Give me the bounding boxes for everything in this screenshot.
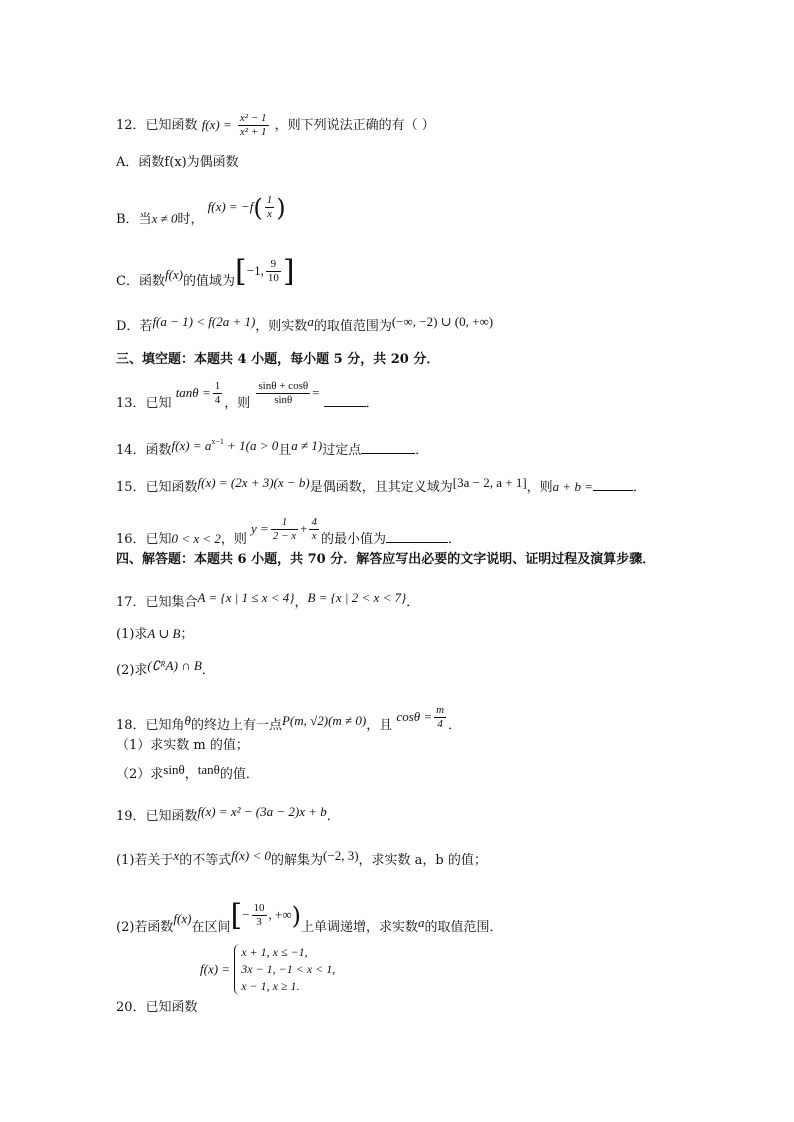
q12-option-c-prefix: C．函数 xyxy=(116,274,165,289)
q16-frac2 xyxy=(309,516,319,543)
q20-case-1: x + 1, x ≤ −1, xyxy=(241,945,308,959)
q18 xyxy=(116,704,462,739)
q14-formula-base: f(x) = a xyxy=(171,438,212,453)
q15-mid: 是偶函数，且其定义域为 xyxy=(309,480,453,495)
q19 xyxy=(116,804,340,825)
q19-p1-mid2: 的解集为 xyxy=(271,853,324,868)
q19-p1-end: ，求实数 a，b 的值； xyxy=(358,853,487,868)
q12-option-c-range-num: 9 xyxy=(266,258,281,272)
q13-answer-blank[interactable] xyxy=(324,394,366,407)
q17-set-b: B = {x | 2 < x < 7} xyxy=(307,590,407,605)
q18-mid: 的终边上有一点 xyxy=(190,718,282,733)
q12-option-b: B．当x ≠ 0时， f(x) = −f( $\frac{1}{x}$ ) xyxy=(116,193,286,227)
q20-lhs: f(x) = xyxy=(200,961,231,977)
q18-mid2: ，且 xyxy=(366,718,393,733)
q19-p2-num: 10 xyxy=(253,902,265,914)
q17-p2-expr: (∁ᴿA) ∩ B xyxy=(147,658,202,673)
q12-formula-num: x² − 1 xyxy=(239,112,267,124)
q18-p2-sep: ， xyxy=(184,767,198,782)
q15-end: ． xyxy=(632,480,646,495)
q20-piecewise xyxy=(200,944,335,995)
section-3-heading: 三、填空题：本题共 4 小题，每小题 5 分，共 20 分． xyxy=(116,352,440,367)
q12-option-d-range: (−∞, −2) ∪ (0, +∞) xyxy=(391,314,494,329)
q15 xyxy=(116,475,646,496)
q14-formula xyxy=(172,438,279,453)
q18-cos-den: 4 xyxy=(437,718,443,730)
q14-end: ． xyxy=(415,443,429,458)
q19-p2-fx: f(x) xyxy=(173,911,192,926)
q12-option-b-cond: x ≠ 0 xyxy=(151,211,178,226)
q12-option-d xyxy=(116,314,494,335)
q16-prefix: 16．已知 xyxy=(116,532,172,547)
q13-tan-lhs: tanθ = xyxy=(175,385,211,400)
q13-end: ． xyxy=(365,396,379,411)
q18-part2 xyxy=(116,762,259,783)
q17-part1 xyxy=(116,626,193,643)
q18-cos-frac xyxy=(434,704,446,731)
q19-p2-end: 的取值范围． xyxy=(424,920,503,935)
q12-option-a-text: A．函数f(x)为偶函数 xyxy=(116,155,239,170)
q18-p2-end: 的值． xyxy=(219,767,259,782)
q13-tan-den: 4 xyxy=(214,394,221,406)
q17-p1-prefix: (1)求 xyxy=(116,627,148,642)
q14-mid: 且 xyxy=(278,443,292,458)
q13-mid: ，则 xyxy=(224,396,251,411)
q12-option-c-fx: f(x) xyxy=(164,267,183,282)
q12-option-b-den: x xyxy=(267,208,272,220)
q16-cond: 0 < x < 2 xyxy=(171,531,221,546)
q16-end: ． xyxy=(448,532,462,547)
q17-p1-expr: A ∪ B xyxy=(147,626,181,641)
q16-mid: ，则 xyxy=(220,532,247,547)
q19-part2: (2)若函数f(x)在区间[− $\frac{10}{3}$ , +∞)上单调递增，求实数a的取值范围． xyxy=(116,897,503,935)
q19-p2-var: a xyxy=(418,915,425,930)
q19-p1-var: x xyxy=(173,848,180,863)
q13-eq: = xyxy=(312,385,320,400)
q19-p1-set: (−2, 3) xyxy=(323,848,359,863)
q12-option-d-ineq: f(a − 1) < f(2a + 1) xyxy=(152,314,256,329)
q18-p2-sin: sinθ xyxy=(163,762,185,777)
q14 xyxy=(116,438,428,459)
q17-p2-prefix: (2)求 xyxy=(116,663,148,678)
q19-p2-frac xyxy=(252,902,267,929)
q12-option-c-mid: 的值域为 xyxy=(183,274,236,289)
q17-prefix: 17．已知集合 xyxy=(116,595,198,610)
q15-mid2: ，则 xyxy=(526,480,553,495)
q15-domain: [3a − 2, a + 1] xyxy=(452,475,527,490)
q18-prefix: 18．已知角 xyxy=(116,718,185,733)
q12-suffix: ，则下列说法正确的有（ ） xyxy=(274,118,435,133)
q17-part2 xyxy=(116,658,215,679)
q19-end: ． xyxy=(326,809,340,824)
q14-cond2: a ≠ 1) xyxy=(291,438,323,453)
q12-option-c: C．函数f(x)的值域为[−1, $\frac{9}{10}$ ] xyxy=(116,253,295,289)
q14-formula-tail: + 1(a > 0 xyxy=(223,438,279,453)
q19-prefix: 19．已知函数 xyxy=(116,809,198,824)
q18-cos-lhs: cosθ = xyxy=(396,709,433,724)
q16-frac1-den: 2 − x xyxy=(272,530,297,542)
q17-end: ． xyxy=(406,595,420,610)
q15-formula: f(x) = (2x + 3)(x − b) xyxy=(197,475,310,490)
q12-option-b-mid: 时， xyxy=(177,212,204,227)
q20-case-3: x − 1, x ≥ 1. xyxy=(241,979,300,993)
q12-option-b-formula: f(x) = −f xyxy=(207,199,254,214)
q17-sep: ， xyxy=(294,595,308,610)
q19-p1-prefix: (1)若关于 xyxy=(116,853,174,868)
q12-prefix: 12．已知函数 xyxy=(116,118,198,133)
q12-formula-frac xyxy=(238,112,269,139)
q13-expr-den: sinθ xyxy=(274,394,293,406)
q13-tan-frac xyxy=(213,380,223,407)
q12-option-a xyxy=(116,155,239,171)
q16-suffix: 的最小值为 xyxy=(320,532,386,547)
q12-option-c-range-frac xyxy=(266,258,281,285)
q16-answer-blank[interactable] xyxy=(386,530,448,543)
q20-prefix: 20．已知函数 xyxy=(116,1000,198,1015)
q19-p2-den: 3 xyxy=(256,916,262,928)
q15-prefix: 15．已知函数 xyxy=(116,480,198,495)
q12-formula-den: x² + 1 xyxy=(239,126,267,138)
q16-plus: + xyxy=(300,521,308,536)
q20 xyxy=(116,1000,198,1016)
q19-formula: f(x) = x² − (3a − 2)x + b xyxy=(197,804,327,819)
section-4-heading: 四、解答题：本题共 6 小题，共 70 分．解答应写出必要的文字说明、证明过程及演算步骤． xyxy=(116,552,656,567)
q17-p2-end: ． xyxy=(201,663,215,678)
q18-theta: θ xyxy=(184,713,191,728)
q17-set-a: A = {x | 1 ≤ x < 4} xyxy=(197,590,295,605)
q16-frac1 xyxy=(271,516,298,543)
q12-option-b-prefix: B．当 xyxy=(116,212,152,227)
q19-p2-prefix: (2)若函数 xyxy=(116,920,174,935)
q19-part1 xyxy=(116,848,487,869)
q19-p2-mid: 在区间 xyxy=(191,920,231,935)
q13-expr-num: sinθ + cosθ xyxy=(258,380,309,392)
q18-point: P(m, √2)(m ≠ 0) xyxy=(281,713,367,728)
q14-suffix: 过定点 xyxy=(322,443,362,458)
q19-p2-tail: , +∞ xyxy=(268,907,292,922)
q13-expr-frac xyxy=(256,380,310,407)
q12-formula-lhs: f(x) = xyxy=(201,117,232,132)
q14-answer-blank[interactable] xyxy=(361,441,415,454)
q12-option-d-var: a xyxy=(307,314,314,329)
q12-option-d-mid2: 的取值范围为 xyxy=(313,319,392,334)
q14-exponent: x−1 xyxy=(211,437,224,446)
q12-stem xyxy=(116,112,435,139)
q12-option-c-range-den: 10 xyxy=(267,272,279,284)
q19-p1-ineq: f(x) < 0 xyxy=(231,848,272,863)
q18-part1: （1）求实数 m 的值； xyxy=(116,738,249,753)
q15-expr: a + b = xyxy=(552,479,593,494)
q12-option-c-range-left: −1, xyxy=(246,263,264,278)
q18-end: ． xyxy=(448,718,462,733)
q19-p2-suffix: 上单调递增，求实数 xyxy=(301,920,419,935)
q13-prefix: 13．已知 xyxy=(116,396,172,411)
q12-option-d-mid: ，则实数 xyxy=(255,319,308,334)
q16 xyxy=(116,516,462,553)
q13-tan-num: 1 xyxy=(214,380,221,392)
q12-option-b-frac xyxy=(265,194,275,221)
q16-frac1-num: 1 xyxy=(271,516,298,530)
q20-case-2: 3x − 1, −1 < x < 1, xyxy=(241,962,336,976)
q16-frac2-den: x xyxy=(311,530,317,542)
q12-option-b-num: 1 xyxy=(266,194,273,206)
q18-p2-tan: tanθ xyxy=(197,762,220,777)
q16-frac2-num: 4 xyxy=(311,516,317,528)
q18-cos-num: m xyxy=(436,704,445,716)
q20-brace xyxy=(234,944,335,995)
q14-prefix: 14．函数 xyxy=(116,443,172,458)
q12-option-d-prefix: D．若 xyxy=(116,319,153,334)
q15-answer-blank[interactable] xyxy=(593,478,633,491)
q18-p2-prefix: （2）求 xyxy=(116,767,164,782)
q19-p1-mid: 的不等式 xyxy=(179,853,232,868)
q17-p1-end: ； xyxy=(180,627,194,642)
q16-y-lhs: y = xyxy=(251,521,269,536)
q17 xyxy=(116,590,420,611)
